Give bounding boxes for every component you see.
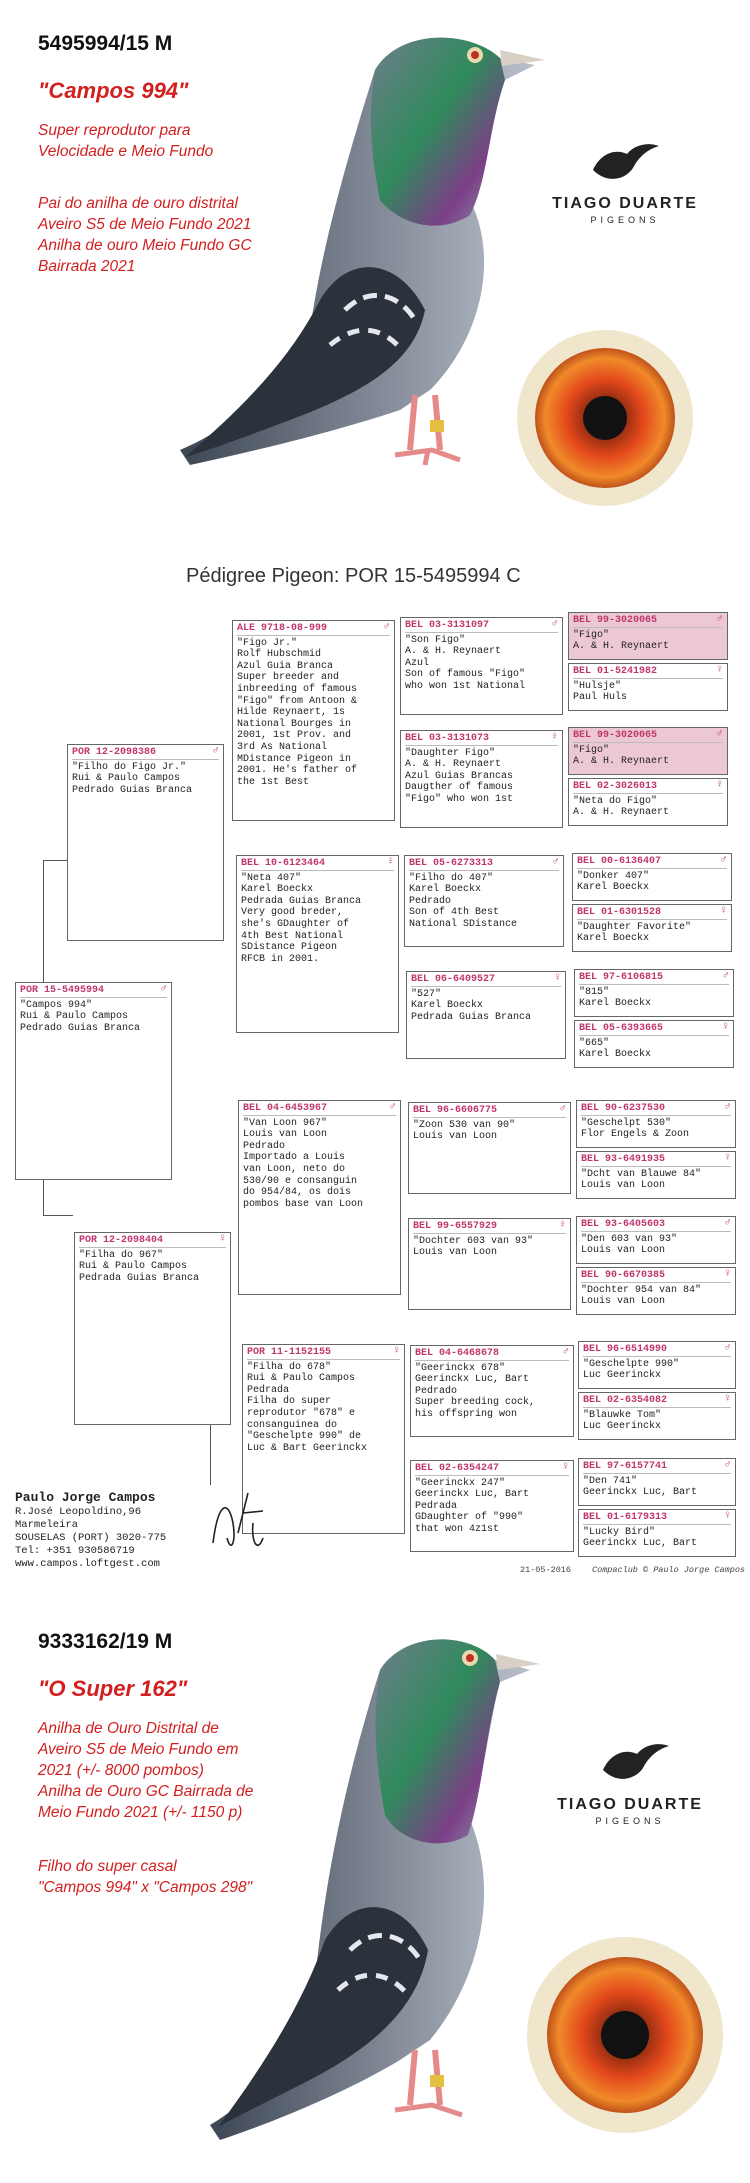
- pedigree-card-g5-5: [572, 853, 732, 901]
- pedigree-card-g4-4: [406, 971, 566, 1059]
- award-line: Aveiro S5 de Meio Fundo em: [38, 1741, 239, 1758]
- card-text: "Figo" A. & H. Reynaert: [573, 629, 670, 653]
- sex-icon: ♂: [720, 854, 727, 866]
- sex-icon: ♂: [562, 1346, 569, 1358]
- card-text: "Geerinckx 247" Geerinckx Luc, Bart Pedrada GDaughter of "990" that won 4z1st: [415, 1477, 530, 1535]
- pigeon-ring-number: 5495994/15 M: [38, 32, 173, 55]
- sex-icon: ♀: [716, 664, 723, 676]
- pedigree-card-g5-10: [576, 1151, 736, 1199]
- pigeon-ring-number: 9333162/19 M: [38, 1630, 173, 1653]
- pigeon-photo: [170, 10, 570, 540]
- ring-number: POR 12-2098386: [72, 747, 219, 760]
- card-text: "Figo Jr." Rolf Hubschmid Azul Guia Branca Super breeder and inbreeding of famous "Figo" from Antoon & Hilde Reynaert, 1s National Bourges in 2001, 1st Prov. and 3rd As National MDistance Pigeon in 2001. He's father of the 1st Best: [237, 637, 358, 788]
- breeder-address: R.José Leopoldino,96: [15, 1506, 142, 1518]
- eye-photo: [515, 328, 695, 508]
- award-line: Anilha de ouro Meio Fundo GC: [38, 237, 252, 254]
- ring-number: ALE 9718-08-999: [237, 623, 390, 636]
- brand-title: TIAGO DUARTE: [557, 1796, 703, 1813]
- breeder-website: www.campos.loftgest.com: [15, 1558, 160, 1570]
- sex-icon: ♂: [552, 856, 559, 868]
- card-text: "Van Loon 967" Louis van Loon Pedrado Importado a Louis van Loon, neto do 530/90 e consanguin do 954/84, os dois pombos base van Loon: [243, 1117, 364, 1210]
- pigeon-name: "O Super 162": [38, 1676, 188, 1701]
- card-text: "Den 603 van 93" Louis van Loon: [581, 1233, 678, 1257]
- card-text: "Zoon 530 van 90" Louis van Loon: [413, 1119, 516, 1143]
- card-text: "Donker 407" Karel Boeckx: [577, 870, 650, 894]
- sex-icon: ♂: [716, 728, 723, 740]
- card-text: "527" Karel Boeckx Pedrada Guias Branca: [411, 988, 532, 1023]
- ring-number: BEL 02-6354082: [583, 1395, 731, 1408]
- sex-icon: ♂: [551, 618, 558, 630]
- ring-number: POR 12-2098404: [79, 1235, 226, 1248]
- ring-number: BEL 02-6354247: [415, 1463, 569, 1476]
- card-text: "Dcht van Blauwe 84" Louis van Loon: [581, 1168, 702, 1192]
- ring-number: BEL 93-6405603: [581, 1219, 731, 1232]
- desc-line: Velocidade e Meio Fundo: [38, 143, 214, 160]
- pigeon-photo: [200, 1620, 560, 2160]
- pedigree-card-g5-8: [574, 1020, 734, 1068]
- card-text: "Lucky Bird" Geerinckx Luc, Bart: [583, 1526, 698, 1550]
- sex-icon: ♀: [724, 1393, 731, 1405]
- ring-number: BEL 00-6136407: [577, 856, 727, 869]
- card-text: "Filha do 967" Rui & Paulo Campos Pedrada Guias Branca: [79, 1249, 200, 1284]
- breeder-phone: Tel: +351 930586719: [15, 1545, 135, 1557]
- breeder-address: Marmeleira: [15, 1519, 79, 1531]
- sex-icon: ♀: [562, 1461, 569, 1473]
- sex-icon: ♂: [716, 613, 723, 625]
- pedigree-card-g5-4: [568, 778, 728, 826]
- pedigree-card-g4-1: [400, 617, 563, 715]
- parents-line: "Campos 994" x "Campos 298": [38, 1879, 253, 1896]
- pedigree-card-g5-14: [578, 1392, 736, 1440]
- award-line: Meio Fundo 2021 (+/- 1150 p): [38, 1804, 243, 1821]
- pedigree-card-g5-15: [578, 1458, 736, 1506]
- pedigree-card-g4-3: [404, 855, 564, 947]
- pedigree-card-g5-11: [576, 1216, 736, 1264]
- pedigree-card-sire: [67, 744, 224, 941]
- sex-icon: ♀: [387, 856, 394, 868]
- desc-line: Super reprodutor para: [38, 122, 191, 139]
- sex-icon: ♂: [724, 1342, 731, 1354]
- ring-number: BEL 97-6157741: [583, 1461, 731, 1474]
- brand-logo-bird-icon: [585, 140, 665, 188]
- sex-icon: ♂: [722, 970, 729, 982]
- card-text: "Geschelpte 990" Luc Geerinckx: [583, 1358, 680, 1382]
- sex-icon: ♀: [724, 1268, 731, 1280]
- ring-number: BEL 10-6123464: [241, 858, 394, 871]
- award-line: Pai do anilha de ouro distrital: [38, 195, 238, 212]
- pedigree-title: Pédigree Pigeon: POR 15-5495994 C: [186, 565, 521, 587]
- ring-number: BEL 05-6273313: [409, 858, 559, 871]
- bottom-profile-section: [0, 1600, 750, 2183]
- card-text: "Daughter Figo" A. & H. Reynaert Azul Guias Brancas Daugther of famous "Figo" who won 1st: [405, 747, 514, 805]
- card-text: "Neta do Figo" A. & H. Reynaert: [573, 795, 670, 819]
- sex-icon: ♀: [720, 905, 727, 917]
- pedigree-card-g4-2: [400, 730, 563, 828]
- sex-icon: ♂: [724, 1217, 731, 1229]
- card-text: "Geschelpt 530" Flor Engels & Zoon: [581, 1117, 690, 1141]
- ring-number: BEL 90-6670385: [581, 1270, 731, 1283]
- pedigree-card-dam-sire: [238, 1100, 401, 1295]
- award-line: Aveiro S5 de Meio Fundo 2021: [38, 216, 252, 233]
- card-text: "Daughter Favorite" Karel Boeckx: [577, 921, 692, 945]
- ring-number: BEL 96-6606775: [413, 1105, 566, 1118]
- brand-subtitle: PIGEONS: [595, 1816, 665, 1826]
- sex-icon: ♂: [212, 745, 219, 757]
- sex-icon: ♀: [724, 1510, 731, 1522]
- award-line: Anilha de Ouro Distrital de: [38, 1720, 219, 1737]
- award-line: 2021 (+/- 8000 pombos): [38, 1762, 204, 1779]
- card-text: "665" Karel Boeckx: [579, 1037, 652, 1061]
- card-text: "Figo" A. & H. Reynaert: [573, 744, 670, 768]
- award-line: Bairrada 2021: [38, 258, 136, 275]
- pedigree-card-g4-6: [408, 1218, 571, 1310]
- ring-number: BEL 99-3020065: [573, 615, 723, 628]
- ring-number: BEL 03-3131097: [405, 620, 558, 633]
- pedigree-card-g4-5: [408, 1102, 571, 1194]
- pedigree-chart: [0, 565, 750, 1600]
- sex-icon: ♂: [160, 983, 167, 995]
- breeder-name: Paulo Jorge Campos: [15, 1490, 156, 1505]
- award-line: Anilha de Ouro GC Bairrada de: [38, 1783, 254, 1800]
- sex-icon: ♂: [559, 1103, 566, 1115]
- ring-number: BEL 01-5241982: [573, 666, 723, 679]
- pedigree-card-g5-1: [568, 612, 728, 660]
- ring-number: BEL 96-6514990: [583, 1344, 731, 1357]
- card-text: "Filho do 407" Karel Boeckx Pedrado Son of 4th Best National SDistance: [409, 872, 518, 930]
- card-text: "Filha do 678" Rui & Paulo Campos Pedrada Filha do super reprodutor "678" e consanguinea do "Geschelpte 990" de Luc & Bart Geerinckx: [247, 1361, 368, 1454]
- sex-icon: ♀: [716, 779, 723, 791]
- card-text: "Neta 407" Karel Boeckx Pedrada Guias Branca Very good breder, she's GDaughter of 4th Best National SDistance Pigeon RFCB in 2001.: [241, 872, 362, 965]
- card-text: "Dochter 603 van 93" Louis van Loon: [413, 1235, 534, 1259]
- card-text: "Campos 994" Rui & Paulo Campos Pedrado Guias Branca: [20, 999, 141, 1034]
- card-text: "Son Figo" A. & H. Reynaert Azul Son of famous "Figo" who won 1st National: [405, 634, 526, 692]
- sex-icon: ♀: [559, 1219, 566, 1231]
- ring-number: BEL 99-6557929: [413, 1221, 566, 1234]
- breeder-contact: [15, 1491, 166, 1571]
- sex-icon: ♀: [219, 1233, 226, 1245]
- sex-icon: ♂: [724, 1459, 731, 1471]
- pedigree-card-g5-7: [574, 969, 734, 1017]
- ring-number: BEL 04-6468678: [415, 1348, 569, 1361]
- sex-icon: ♀: [551, 731, 558, 743]
- ring-number: POR 11-1152155: [247, 1347, 400, 1360]
- pedigree-card-g5-9: [576, 1100, 736, 1148]
- sex-icon: ♂: [724, 1101, 731, 1113]
- pedigree-card-sire-sire: [232, 620, 395, 821]
- pedigree-card-g5-3: [568, 727, 728, 775]
- pedigree-footer: Compaclub © Paulo Jorge Campos: [592, 1565, 746, 1575]
- card-text: "Geerinckx 678" Geerinckx Luc, Bart Pedrado Super breeding cock, his offspring won: [415, 1362, 536, 1420]
- pedigree-card-g5-16: [578, 1509, 736, 1557]
- brand-subtitle: PIGEONS: [590, 215, 660, 225]
- ring-number: BEL 03-3131073: [405, 733, 558, 746]
- card-text: "Blauwke Tom" Luc Geerinckx: [583, 1409, 662, 1433]
- ring-number: BEL 01-6301528: [577, 907, 727, 920]
- pedigree-card-g5-6: [572, 904, 732, 952]
- pigeon-name: "Campos 994": [38, 78, 189, 103]
- sex-icon: ♀: [722, 1021, 729, 1033]
- brand-logo-bird-icon: [595, 1740, 675, 1788]
- ring-number: BEL 04-6453967: [243, 1103, 396, 1116]
- card-text: "Dochter 954 van 84" Louis van Loon: [581, 1284, 702, 1308]
- pedigree-card-sire-dam: [236, 855, 399, 1033]
- sex-icon: ♀: [554, 972, 561, 984]
- eye-photo: [525, 1935, 725, 2135]
- card-text: "Hulsje" Paul Huls: [573, 680, 628, 704]
- pedigree-card-g5-13: [578, 1341, 736, 1389]
- top-profile-section: [0, 0, 750, 565]
- ring-number: BEL 01-6179313: [583, 1512, 731, 1525]
- ring-number: BEL 97-6106815: [579, 972, 729, 985]
- pedigree-card-dam: [74, 1232, 231, 1425]
- brand-title: TIAGO DUARTE: [552, 195, 698, 212]
- ring-number: POR 15-5495994: [20, 985, 167, 998]
- card-text: "Den 741" Geerinckx Luc, Bart: [583, 1475, 698, 1499]
- ring-number: BEL 90-6237530: [581, 1103, 731, 1116]
- pedigree-card-subject: [15, 982, 172, 1180]
- card-text: "815" Karel Boeckx: [579, 986, 652, 1010]
- ring-number: BEL 93-6491935: [581, 1154, 731, 1167]
- sex-icon: ♂: [383, 621, 390, 633]
- parents-line: Filho do super casal: [38, 1858, 177, 1875]
- card-text: "Filho do Figo Jr." Rui & Paulo Campos Pedrado Guias Branca: [72, 761, 193, 796]
- ring-number: BEL 05-6393665: [579, 1023, 729, 1036]
- ring-number: BEL 99-3020065: [573, 730, 723, 743]
- sex-icon: ♀: [393, 1345, 400, 1357]
- pedigree-card-g4-7: [410, 1345, 574, 1437]
- brand-name: [550, 195, 700, 225]
- sex-icon: ♂: [389, 1101, 396, 1113]
- pedigree-card-g4-8: [410, 1460, 574, 1552]
- ring-number: BEL 02-3026013: [573, 781, 723, 794]
- handwritten-signature: [203, 1483, 273, 1563]
- pedigree-card-g5-2: [568, 663, 728, 711]
- breeder-address: SOUSELAS (PORT) 3020-775: [15, 1532, 167, 1544]
- pedigree-card-g5-12: [576, 1267, 736, 1315]
- pedigree-date: 21-05-2016: [520, 1565, 572, 1575]
- brand-name: [555, 1796, 705, 1826]
- sex-icon: ♀: [724, 1152, 731, 1164]
- ring-number: BEL 06-6409527: [411, 974, 561, 987]
